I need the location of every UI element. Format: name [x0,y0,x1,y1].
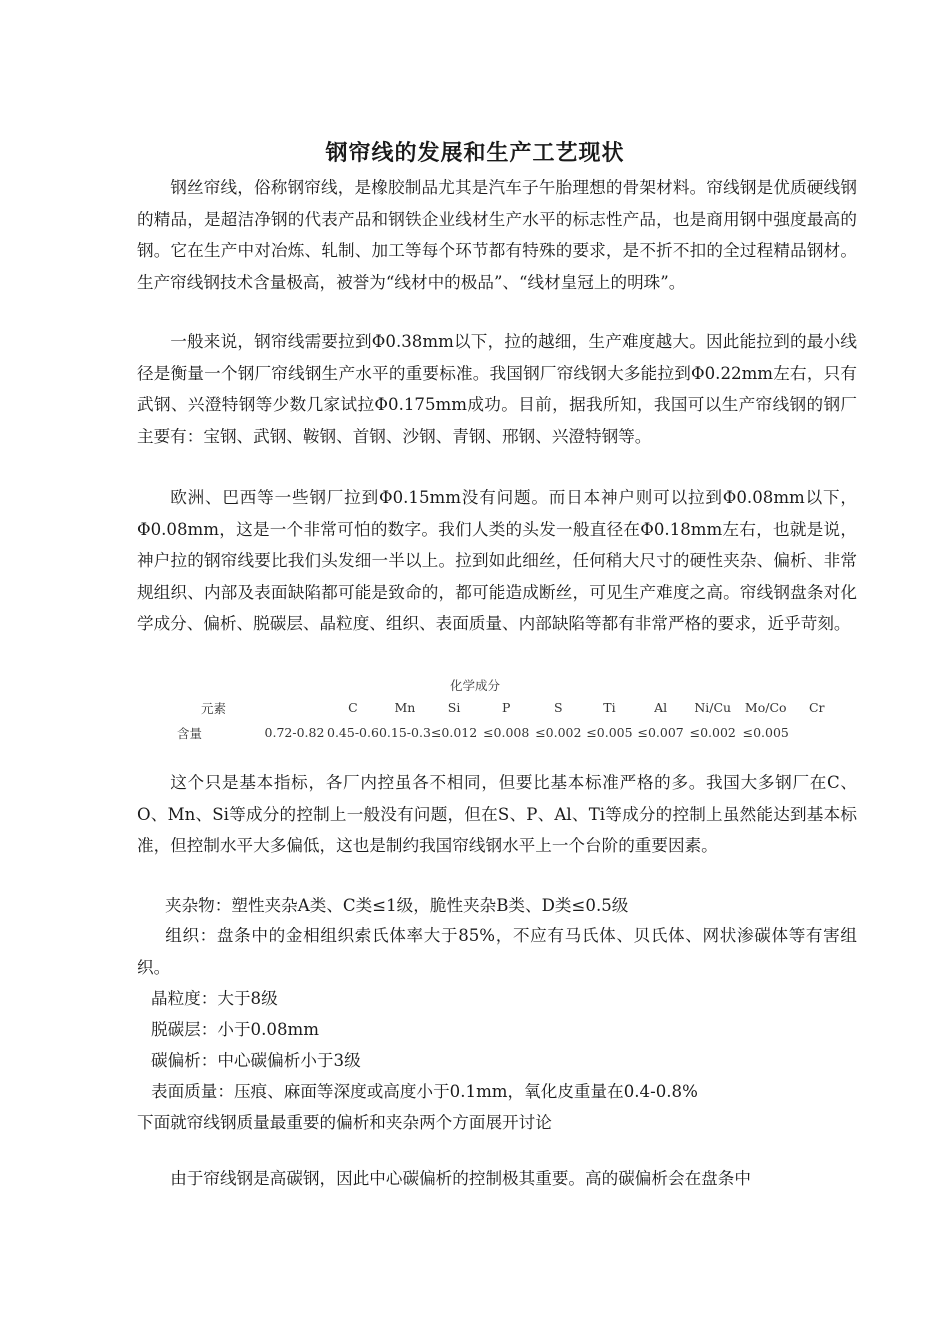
table-cell: ≤0.012 [430,725,478,740]
table-row-label: 含量 [177,725,203,741]
table-cell: 0.72-0.82 [264,725,325,740]
table-cell: Ni/Cu [694,700,732,715]
table-cell: S [554,700,563,715]
document-title: 钢帘线的发展和生产工艺现状 [325,141,625,166]
table-cell: P [501,700,511,715]
discussion-intro: 下面就帘线钢质量最重要的偏析和夹杂两个方面展开讨论 [137,1113,552,1132]
chemical-composition-table [165,695,844,745]
paragraph-wire-diameter: 一般来说，钢帘线需要拉到Φ0.38mm以下，拉的越细，生产难度越大。因此能拉到的最小线径是衡量一个钢厂帘线钢生产水平的重要标准。我国钢厂帘线钢大多能拉到Φ0.22mm左右，只有武钢、兴澄特钢等少数几家试拉Φ0.175mm成功。目前，据我所知，我国可以生产帘线钢的钢厂主要有：宝钢、武钢、鞍钢、首钢、沙钢、青钢、邢钢、兴澄特钢等。 [137,332,857,446]
spec-inclusions: 夹杂物：塑性夹杂A类、C类≤1级，脆性夹杂B类、D类≤0.5级 [165,896,629,915]
paragraph-carbon-segregation: 由于帘线钢是高碳钢，因此中心碳偏析的控制极其重要。高的碳偏析会在盘条中 [170,1169,751,1188]
table-cell: 0.15-0.3 [378,725,431,740]
table-cell: ≤0.005 [742,725,789,740]
table-cell: ≤0.002 [535,725,582,740]
spec-decarburization: 脱碳层：小于0.08mm [151,1020,319,1039]
paragraph-international: 欧洲、巴西等一些钢厂拉到Φ0.15mm没有问题。而日本神户则可以拉到Φ0.08mm以下，Φ0.08mm，这是一个非常可怕的数字。我们人类的头发一般直径在Φ0.18mm左右，也就是说，神户拉的钢帘线要比我们头发细一半以上。拉到如此细丝，任何稍大尺寸的硬性夹杂、偏析、非常规组织、内部及表面缺陷都可能是致命的，都可能造成断丝，可见生产难度之高。帘线钢盘条对化学成分、偏析、脱碳层、晶粒度、组织、表面质量、内部缺陷等都有非常严格的要求，近乎苛刻。 [137,488,857,633]
table-cell: Si [447,700,461,715]
table-row-elements [165,695,844,720]
paragraph-standards: 这个只是基本指标，各厂内控虽各不相同，但要比基本标准严格的多。我国大多钢厂在C、O、Mn、Si等成分的控制上一般没有问题，但在S、P、Al、Ti等成分的控制上虽然能达到基本标准，但控制水平大多偏低，这也是制约我国帘线钢水平上一个台阶的重要因素。 [137,773,857,855]
table-cell [262,695,327,720]
spec-grain-size: 晶粒度：大于8级 [151,989,278,1008]
table-row-contents [165,720,844,745]
table-cell: ≤0.008 [483,725,530,740]
table-title: 化学成分 [449,678,500,693]
table-cell: ≤0.002 [689,725,736,740]
table-row-label: 元素 [200,700,226,716]
table-cell: Mo/Co [744,700,787,715]
table-cell: ≤0.007 [637,725,684,740]
spec-surface-quality: 表面质量：压痕、麻面等深度或高度小于0.1mm，氧化皮重量在0.4-0.8% [151,1082,698,1101]
table-cell: Cr [808,700,825,715]
table-cell [790,720,844,745]
table-cell: Mn [394,700,416,715]
paragraph-intro: 钢丝帘线，俗称钢帘线，是橡胶制品尤其是汽车子午胎理想的骨架材料。帘线钢是优质硬线钢的精品，是超洁净钢的代表产品和钢铁企业线材生产水平的标志性产品，也是商用钢中强度最高的钢。它在生产中对冶炼、轧制、加工等每个环节都有特殊的要求，是不折不扣的全过程精品钢材。生产帘线钢技术含量极高，被誉为“线材中的极品”、“线材皇冠上的明珠”。 [137,178,857,292]
spec-carbon-segregation: 碳偏析：中心碳偏析小于3级 [151,1051,361,1070]
paragraph-microstructure: 组织：盘条中的金相组织索氏体率大于85%，不应有马氏体、贝氏体、网状渗碳体等有害组织。 [137,926,857,977]
table-cell: Al [654,700,668,715]
table-cell: 0.45-0.6 [327,725,379,740]
table-cell: C [348,700,358,715]
table-cell: Ti [603,700,616,715]
table-cell: ≤0.005 [586,725,633,740]
